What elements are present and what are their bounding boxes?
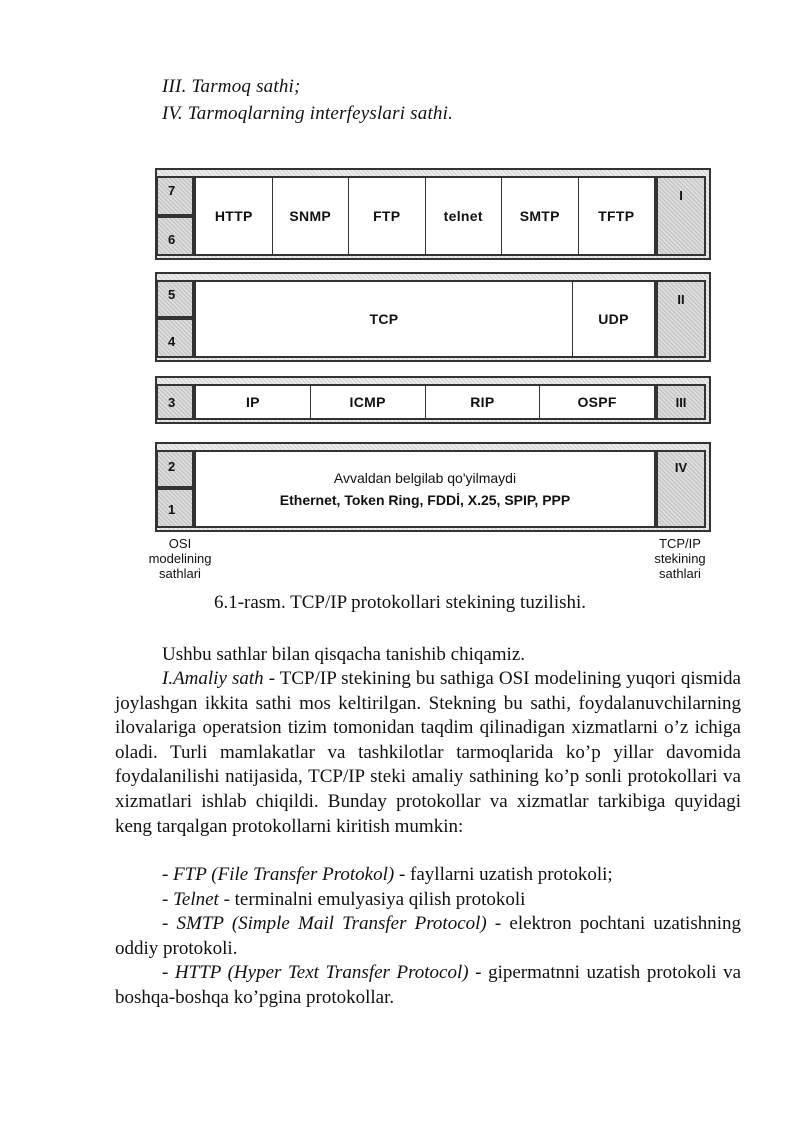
paragraph-text: - TCP/IP stekining bu sathiga OSI modelining yuqori qismida joylashgan ikkita sathi mos keltirilgan. Stekning bu sathi, foydalanuvchilarning ilovalariga operatsion tizim tomonidan taqdim qilinadigan xizmatlarni o’z ichiga oladi. Turli mamlakatlar va tashkilotlar tarmoqlarida ko’p yillar davomida foydalanilishi natijasida, TCP/IP steki amaliy sathining ko’p sonli protokollari va xizmatlari ishlab chiqildi. Bunday protokollar va xizmatlar tarkibiga quyidagi keng tarqalgan protokollarni kiritish mumkin:: [115, 668, 741, 837]
list-item-interface-layer: IV. Tarmoqlarning interfeyslari sathi.: [162, 103, 454, 124]
osi-layer-2: 2: [156, 450, 194, 488]
tcpip-layer-ii: II: [656, 280, 706, 358]
protocol-item-smtp: - SMTP (Simple Mail Transfer Protocol) - elektron pochtani uzatishning oddiy protokoli.: [115, 913, 742, 959]
protocol-snmp: SNMP: [273, 178, 350, 254]
protocol-item-telnet: - Telnet - terminalni emulyasiya qilish protokoli: [162, 889, 526, 910]
tcpip-caption: TCP/IP stekining sathlari: [654, 536, 706, 581]
network-protocols-row: [194, 384, 656, 420]
protocol-telnet: telnet: [426, 178, 503, 254]
protocol-ftp: FTP: [349, 178, 426, 254]
protocol-item-http: - HTTP (Hyper Text Transfer Protocol) - gipermatnni uzatish protokoli va boshqa-boshqa ko’pgina protokollar.: [115, 962, 742, 1008]
protocol-ospf: OSPF: [577, 394, 617, 410]
transport-protocols-row: [194, 280, 656, 358]
protocol-udp: UDP: [598, 311, 629, 327]
osi-layer-4: 4: [156, 318, 194, 358]
protocol-ip: IP: [196, 386, 311, 418]
intro-paragraph: [115, 643, 741, 668]
osi-layer-1: 1: [156, 488, 194, 528]
protocol-tcp: TCP: [196, 282, 573, 356]
osi-layer-5: 5: [156, 280, 194, 318]
osi-layer-6: 6: [156, 216, 194, 256]
protocol-rip: RIP: [426, 386, 541, 418]
tcpip-layer-iv: IV: [656, 450, 706, 528]
protocol-smtp: SMTP: [502, 178, 579, 254]
tcpip-layer-iii: III: [656, 384, 706, 420]
intro-text: Ushbu sathlar bilan qisqacha tanishib chiqamiz.: [162, 644, 526, 665]
interface-note: Avvaldan belgilab qo'yilmaydi: [333, 470, 517, 486]
interface-protocol-list: Ethernet, Token Ring, FDDİ, X.25, SPIP, PPP: [279, 492, 571, 508]
protocol-item-ftp: - FTP (File Transfer Protokol) - fayllarni uzatish protokoli;: [162, 864, 613, 885]
application-protocols-row: [194, 176, 656, 256]
osi-caption: OSI modelining sathlari: [148, 536, 212, 581]
tcpip-stack-diagram: [150, 162, 716, 592]
protocol-http: HTTP: [196, 178, 273, 254]
figure-caption: 6.1-rasm. TCP/IP protokollari stekining tuzilishi.: [213, 592, 587, 613]
protocol-tftp: TFTP: [598, 208, 635, 224]
tcpip-layer-i: I: [656, 176, 706, 256]
osi-layer-7: 7: [156, 176, 194, 216]
paragraph-lead: I.Amaliy sath: [162, 668, 264, 689]
protocol-icmp: ICMP: [311, 386, 426, 418]
interface-protocols-box: [194, 450, 656, 528]
osi-layer-3: 3: [156, 384, 194, 420]
application-layer-paragraph: [115, 667, 741, 839]
list-item-network-layer: III. Tarmoq sathi;: [162, 76, 301, 97]
